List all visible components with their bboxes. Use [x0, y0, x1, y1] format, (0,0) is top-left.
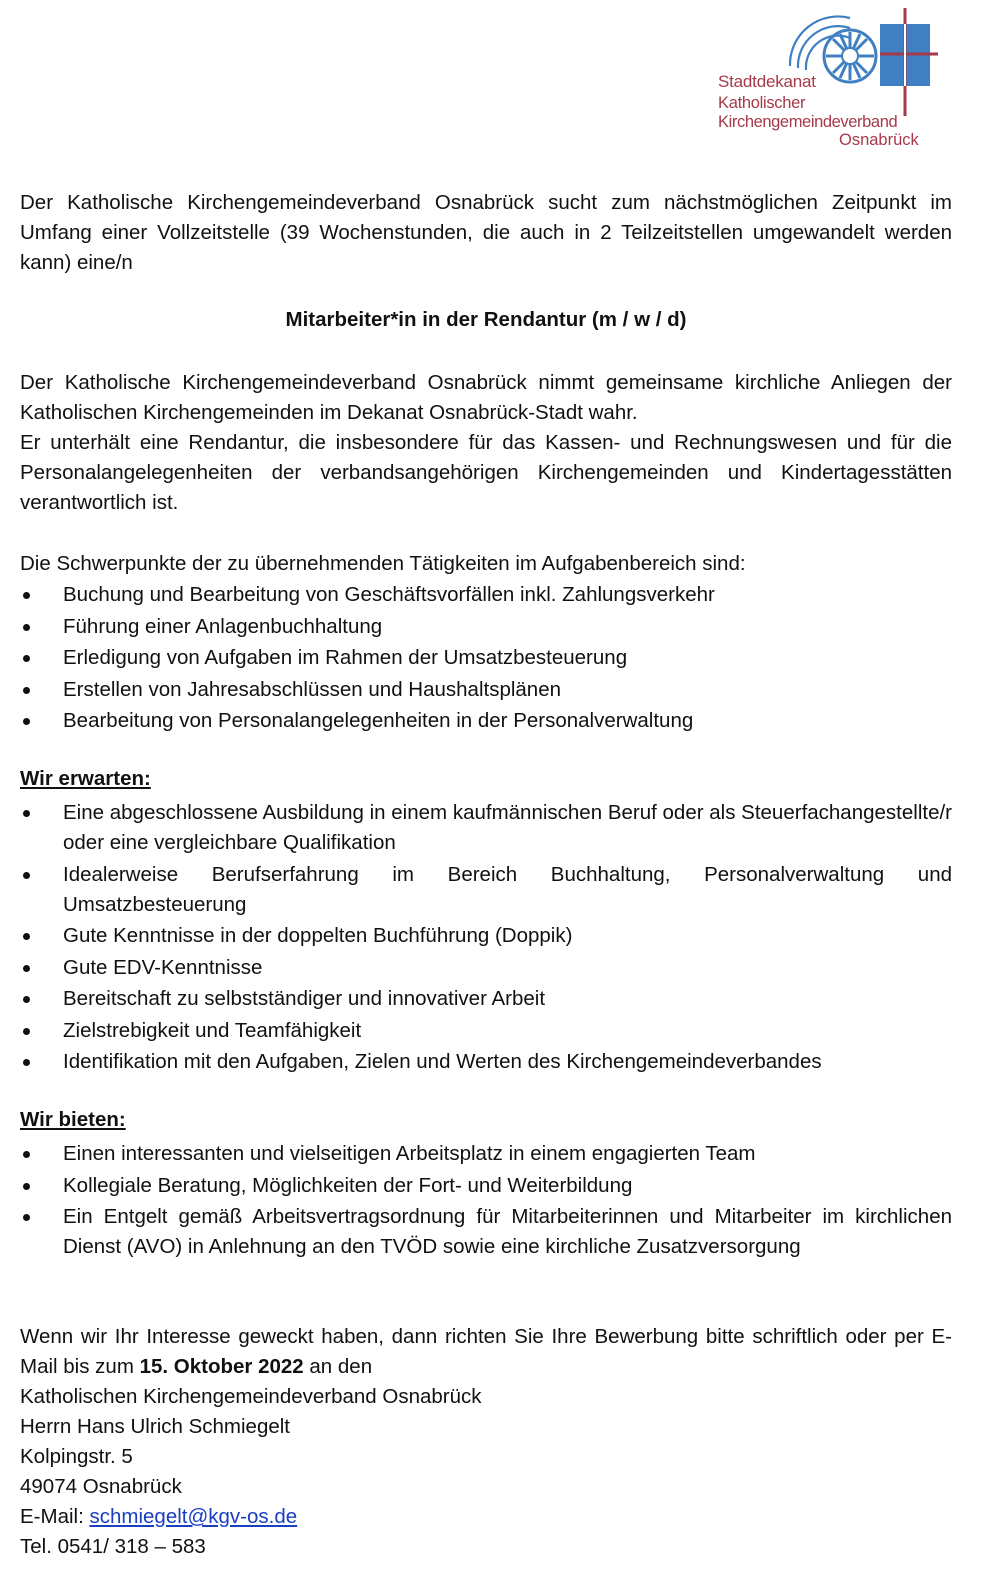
offer-heading: Wir bieten:	[20, 1108, 126, 1131]
expect-list	[20, 798, 952, 1079]
closing-text: Wenn wir Ihr Interesse geweckt haben, dann richten Sie Ihre Bewerbung bitte schriftlich oder per E-Mail bis zum	[20, 1325, 952, 1378]
logo-line-1: Stadtdekanat	[718, 72, 816, 91]
list-item	[20, 643, 952, 673]
deadline: 15. Oktober 2022	[139, 1355, 304, 1378]
list-item	[20, 860, 952, 920]
bullet-icon	[23, 996, 30, 1003]
list-item	[20, 1139, 952, 1169]
list-item	[20, 612, 952, 642]
list-item	[20, 798, 952, 858]
description-paragraph-1: Der Katholische Kirchengemeindeverband Osnabrück nimmt gemeinsame kirchliche Anliegen der Katholischen Kirchengemeinden im Dekanat Osnabrück-Stadt wahr.	[20, 371, 952, 424]
logo-line-4: Osnabrück	[839, 131, 919, 149]
bullet-icon	[23, 687, 30, 694]
list-item-text: Zielstrebigkeit und Teamfähigkeit	[63, 1018, 362, 1042]
list-item	[20, 675, 952, 705]
list-item	[20, 1016, 952, 1046]
list-item	[20, 706, 952, 736]
address-org: Katholischen Kirchengemeindeverband Osnabrück	[20, 1385, 482, 1408]
list-item-text: Idealerweise Berufserfahrung im Bereich Buchhaltung, Personalverwaltung und Umsatzbesteuerung	[63, 862, 952, 916]
list-item-text: Eine abgeschlossene Ausbildung in einem kaufmännischen Beruf oder als Steuerfachangestellte/r oder eine vergleichbare Qualifikation	[63, 801, 952, 854]
list-item	[20, 921, 952, 951]
bullet-icon	[23, 592, 30, 599]
bullet-icon	[23, 1151, 30, 1158]
email-line	[20, 1502, 952, 1532]
closing-paragraph	[20, 1322, 952, 1382]
list-item-text: Kollegiale Beratung, Möglichkeiten der Fort- und Weiterbildung	[63, 1173, 633, 1197]
logo	[700, 0, 950, 165]
address-block	[20, 1382, 952, 1562]
list-item-text: Bereitschaft zu selbstständiger und innovativer Arbeit	[63, 987, 546, 1010]
bullet-icon	[23, 655, 30, 662]
list-item-text: Erstellen von Jahresabschlüssen und Haushaltsplänen	[63, 677, 562, 701]
list-item	[20, 1171, 952, 1201]
list-item-text: Gute Kenntnisse in der doppelten Buchführung (Doppik)	[63, 924, 573, 947]
list-item	[20, 1202, 952, 1262]
bullet-icon	[23, 1214, 30, 1221]
bullet-icon	[23, 1059, 30, 1066]
job-title: Mitarbeiter*in in der Rendantur (m / w / d)	[285, 308, 687, 331]
bullet-icon	[23, 872, 30, 879]
bullet-icon	[23, 933, 30, 940]
list-item-text: Führung einer Anlagenbuchhaltung	[63, 614, 383, 638]
list-item-text: Gute EDV-Kenntnisse	[63, 955, 263, 979]
bullet-icon	[23, 965, 30, 972]
logo-line-2: Katholischer	[718, 94, 806, 112]
description-paragraph-2: Er unterhält eine Rendantur, die insbesondere für das Kassen- und Rechnungswesen und für die Personalangelegenheiten der verbandsangehörigen Kirchengemeinden und Kindertagesstätten verantwortlich ist.	[20, 431, 952, 514]
expect-heading: Wir erwarten:	[20, 767, 151, 790]
address-street: Kolpingstr. 5	[20, 1445, 133, 1468]
list-item-text: Identifikation mit den Aufgaben, Zielen und Werten des Kirchengemeindeverbandes	[63, 1050, 822, 1073]
list-item	[20, 953, 952, 983]
address-city: 49074 Osnabrück	[20, 1475, 182, 1498]
bullet-icon	[23, 1183, 30, 1190]
email-link[interactable]: schmiegelt@kgv-os.de	[89, 1505, 298, 1528]
bullet-icon	[23, 624, 30, 631]
logo-line-3: Kirchengemeindeverband	[718, 113, 898, 131]
email-label: E-Mail:	[20, 1505, 90, 1528]
list-item-text: Bearbeitung von Personalangelegenheiten in der Personalverwaltung	[63, 709, 694, 732]
list-item	[20, 984, 952, 1014]
address-person: Herrn Hans Ulrich Schmiegelt	[20, 1415, 291, 1438]
list-item	[20, 1047, 952, 1077]
list-item-text: Ein Entgelt gemäß Arbeitsvertragsordnung für Mitarbeiterinnen und Mitarbeiter im kirchlichen Dienst (AVO) in Anlehnung an den TVÖD sowie eine kirchliche Zusatzversorgung	[63, 1205, 952, 1258]
phone-line: Tel. 0541/ 318 – 583	[20, 1535, 206, 1558]
list-item-text: Erledigung von Aufgaben im Rahmen der Umsatzbesteuerung	[63, 646, 628, 669]
bullet-icon	[23, 810, 30, 817]
intro-paragraph: Der Katholische Kirchengemeindeverband Osnabrück sucht zum nächstmöglichen Zeitpunkt im Umfang einer Vollzeitstelle (39 Wochenstunden, die auch in 2 Teilzeitstellen umgewandelt werden kann) eine/n	[20, 191, 952, 274]
bullet-icon	[23, 1028, 30, 1035]
list-item-text: Buchung und Bearbeitung von Geschäftsvorfällen inkl. Zahlungsverkehr	[63, 583, 715, 606]
list-item-text: Einen interessanten und vielseitigen Arbeitsplatz in einem engagierten Team	[63, 1142, 756, 1165]
list-item	[20, 580, 952, 610]
offer-list	[20, 1139, 952, 1264]
tasks-list	[20, 580, 952, 738]
closing-text-end: an den	[303, 1355, 373, 1378]
bullet-icon	[23, 718, 30, 725]
tasks-intro: Die Schwerpunkte der zu übernehmenden Tätigkeiten im Aufgabenbereich sind:	[20, 552, 746, 575]
